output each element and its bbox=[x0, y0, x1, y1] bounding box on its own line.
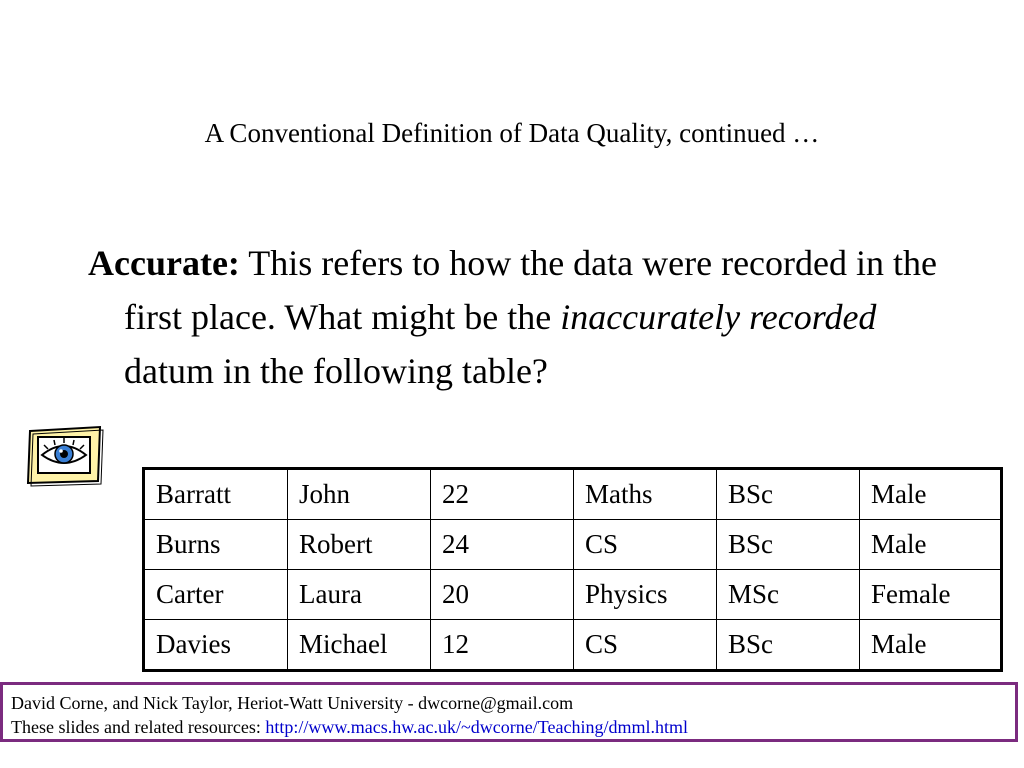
body-text-2: datum in the following table? bbox=[124, 351, 548, 391]
table-row bbox=[144, 520, 1002, 570]
body-emphasis: inaccurately recorded bbox=[560, 297, 877, 337]
table-cell: CS bbox=[574, 520, 717, 570]
table-cell: Maths bbox=[574, 469, 717, 520]
table-cell: 22 bbox=[431, 469, 574, 520]
table-cell: 24 bbox=[431, 520, 574, 570]
table-cell: Female bbox=[860, 570, 1002, 620]
table-cell: Male bbox=[860, 469, 1002, 520]
footer-credits: David Corne, and Nick Taylor, Heriot-Watt University - dwcorne@gmail.com bbox=[11, 693, 574, 713]
table-cell: John bbox=[288, 469, 431, 520]
table-cell: Barratt bbox=[144, 469, 288, 520]
table-cell: Davies bbox=[144, 620, 288, 671]
table-cell: BSc bbox=[717, 620, 860, 671]
table-cell: 20 bbox=[431, 570, 574, 620]
student-table bbox=[142, 467, 1003, 672]
table-row bbox=[144, 469, 1002, 520]
table-row bbox=[144, 620, 1002, 671]
resources-link[interactable]: http://www.macs.hw.ac.uk/~dwcorne/Teaching/dmml.html bbox=[265, 717, 688, 737]
body-paragraph bbox=[88, 236, 954, 398]
table-cell: Carter bbox=[144, 570, 288, 620]
table-cell: BSc bbox=[717, 520, 860, 570]
table-cell: Robert bbox=[288, 520, 431, 570]
table-row bbox=[144, 570, 1002, 620]
footer-resources bbox=[11, 715, 1015, 739]
table-cell: MSc bbox=[717, 570, 860, 620]
footer-resources-label: These slides and related resources: bbox=[11, 717, 266, 737]
term-accurate: Accurate: bbox=[88, 243, 240, 283]
slide-footer bbox=[0, 682, 1018, 742]
table-cell: BSc bbox=[717, 469, 860, 520]
table-cell: Laura bbox=[288, 570, 431, 620]
slide-title: A Conventional Definition of Data Quality, continued … bbox=[204, 118, 820, 148]
table-cell: Male bbox=[860, 620, 1002, 671]
body-text-1: This refers to how the data were recorded in the first place. What might be the bbox=[124, 243, 937, 337]
table-cell: CS bbox=[574, 620, 717, 671]
table-cell: Burns bbox=[144, 520, 288, 570]
eye-picture-icon bbox=[24, 423, 104, 487]
table-cell: 12 bbox=[431, 620, 574, 671]
table-cell: Male bbox=[860, 520, 1002, 570]
table-cell: Michael bbox=[288, 620, 431, 671]
table-cell: Physics bbox=[574, 570, 717, 620]
